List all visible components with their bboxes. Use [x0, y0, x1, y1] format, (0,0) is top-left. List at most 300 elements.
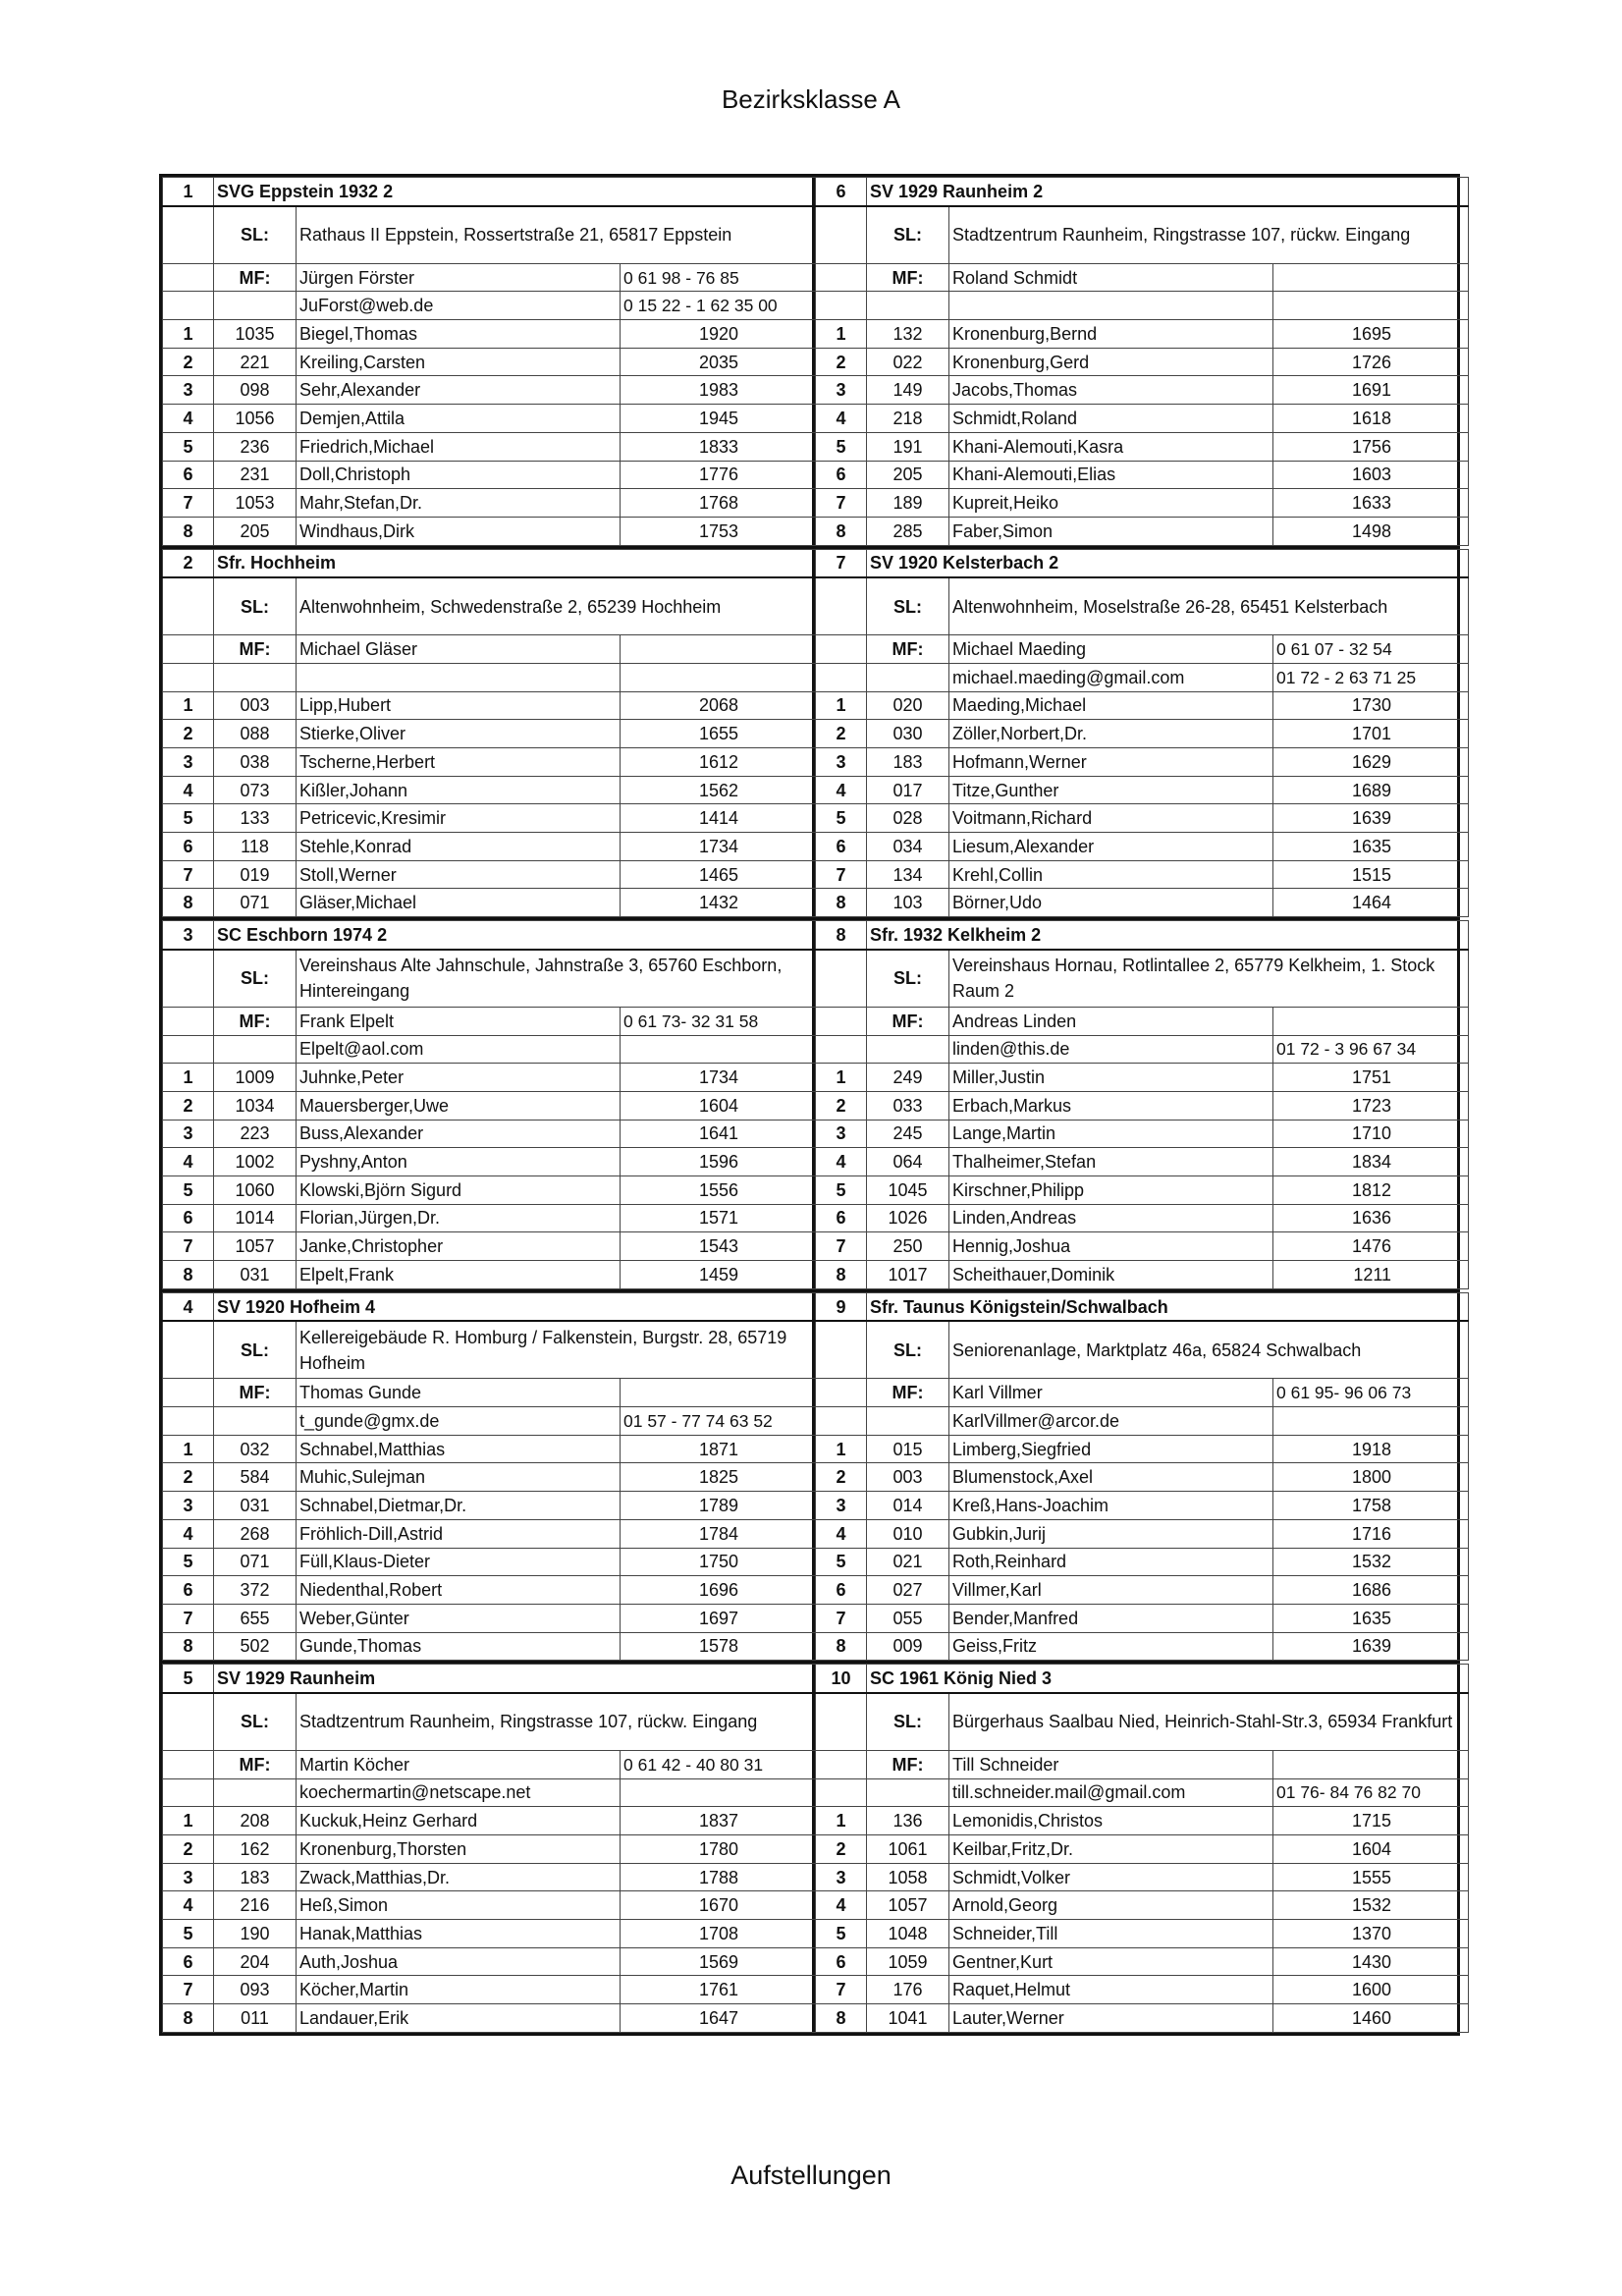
- mf-phone-secondary: [621, 1778, 816, 1807]
- blank-cell: [867, 1407, 949, 1436]
- board-number: 2: [816, 1835, 867, 1864]
- board-number: 4: [163, 1148, 214, 1176]
- player-rating: 1635: [1273, 833, 1469, 861]
- player-name: Doll,Christoph: [297, 461, 621, 489]
- player-row: [163, 1204, 816, 1232]
- board-number: 1: [816, 1064, 867, 1092]
- player-rating: 1696: [621, 1576, 816, 1605]
- mf-phone-secondary: [621, 663, 816, 691]
- player-id: 103: [867, 889, 949, 917]
- mf-phone: [1273, 263, 1469, 292]
- player-row: [816, 405, 1469, 433]
- team-table: [162, 1664, 816, 2033]
- player-name: Raquet,Helmut: [949, 1976, 1273, 2004]
- player-row: [816, 1463, 1469, 1492]
- mf-email: Elpelt@aol.com: [297, 1035, 621, 1064]
- player-name: Schmidt,Roland: [949, 405, 1273, 433]
- player-rating: 1465: [621, 860, 816, 889]
- player-id: 162: [214, 1835, 297, 1864]
- player-name: Demjen,Attila: [297, 405, 621, 433]
- sl-venue: Stadtzentrum Raunheim, Ringstrasse 107, rückw. Eingang: [297, 1693, 816, 1751]
- player-row: [816, 320, 1469, 349]
- player-rating: 1633: [1273, 489, 1469, 518]
- player-row: [163, 1463, 816, 1492]
- board-number: 7: [816, 860, 867, 889]
- player-name: Mahr,Stefan,Dr.: [297, 489, 621, 518]
- player-row: [816, 348, 1469, 376]
- team-table: [162, 177, 816, 546]
- player-row: [816, 860, 1469, 889]
- player-row: [163, 1548, 816, 1576]
- blank-cell: [163, 1693, 214, 1751]
- player-row: [816, 432, 1469, 461]
- board-number: 8: [816, 889, 867, 917]
- mf-email: t_gunde@gmx.de: [297, 1407, 621, 1436]
- player-id: 190: [214, 1920, 297, 1948]
- board-number: 5: [163, 1548, 214, 1576]
- board-number: 8: [816, 517, 867, 545]
- player-id: 064: [867, 1148, 949, 1176]
- blank-cell: [867, 1035, 949, 1064]
- player-row: [163, 1835, 816, 1864]
- player-rating: 1603: [1273, 461, 1469, 489]
- team-name: SC Eschborn 1974 2: [214, 921, 816, 950]
- player-name: Kronenburg,Thorsten: [297, 1835, 621, 1864]
- blank-cell: [214, 663, 297, 691]
- player-id: 003: [867, 1463, 949, 1492]
- player-id: 191: [867, 432, 949, 461]
- board-number: 1: [816, 1807, 867, 1835]
- team-row: [159, 917, 1460, 1289]
- player-rating: 1825: [621, 1463, 816, 1492]
- player-row: [816, 1947, 1469, 1976]
- player-name: Voitmann,Richard: [949, 804, 1273, 833]
- player-id: 204: [214, 1947, 297, 1976]
- board-number: 4: [163, 776, 214, 804]
- player-name: Roth,Reinhard: [949, 1548, 1273, 1576]
- player-row: [163, 1492, 816, 1520]
- board-number: 5: [816, 1548, 867, 1576]
- blank-cell: [816, 206, 867, 264]
- player-name: Köcher,Martin: [297, 1976, 621, 2004]
- player-row: [163, 1604, 816, 1632]
- sl-label: SL:: [867, 577, 949, 635]
- board-number: 4: [816, 776, 867, 804]
- blank-cell: [214, 1778, 297, 1807]
- player-rating: 1476: [1273, 1232, 1469, 1261]
- player-rating: 1670: [621, 1891, 816, 1920]
- player-id: 098: [214, 376, 297, 405]
- player-name: Blumenstock,Axel: [949, 1463, 1273, 1492]
- player-id: 189: [867, 489, 949, 518]
- player-row: [163, 1064, 816, 1092]
- player-id: 183: [214, 1863, 297, 1891]
- player-rating: 1734: [621, 1064, 816, 1092]
- player-name: Niedenthal,Robert: [297, 1576, 621, 1605]
- sl-venue: Seniorenanlage, Marktplatz 46a, 65824 Schwalbach: [949, 1321, 1469, 1379]
- mf-phone: 0 61 42 - 40 80 31: [621, 1750, 816, 1778]
- team-row: [159, 546, 1460, 918]
- team-block: [162, 920, 815, 1289]
- player-name: Scheithauer,Dominik: [949, 1261, 1273, 1289]
- board-number: 1: [816, 691, 867, 720]
- board-number: 2: [816, 348, 867, 376]
- player-rating: 1701: [1273, 720, 1469, 748]
- player-rating: 1459: [621, 1261, 816, 1289]
- player-id: 655: [214, 1604, 297, 1632]
- team-block: [815, 549, 1468, 918]
- player-name: Titze,Gunther: [949, 776, 1273, 804]
- player-name: Sehr,Alexander: [297, 376, 621, 405]
- blank-cell: [816, 1379, 867, 1407]
- player-id: 245: [867, 1120, 949, 1148]
- board-number: 8: [163, 2004, 214, 2033]
- team-number: 5: [163, 1665, 214, 1693]
- player-row: [163, 1261, 816, 1289]
- player-rating: 1776: [621, 461, 816, 489]
- player-id: 031: [214, 1492, 297, 1520]
- sl-label: SL:: [214, 1693, 297, 1751]
- mf-label: MF:: [214, 1750, 297, 1778]
- player-name: Kronenburg,Bernd: [949, 320, 1273, 349]
- board-number: 7: [816, 1604, 867, 1632]
- board-number: 3: [816, 376, 867, 405]
- player-row: [163, 1920, 816, 1948]
- player-row: [163, 833, 816, 861]
- player-rating: 1569: [621, 1947, 816, 1976]
- sl-venue: Rathaus II Eppstein, Rossertstraße 21, 65817 Eppstein: [297, 206, 816, 264]
- player-name: Schmidt,Volker: [949, 1863, 1273, 1891]
- player-row: [816, 720, 1469, 748]
- player-row: [163, 889, 816, 917]
- player-rating: 1604: [1273, 1835, 1469, 1864]
- board-number: 6: [163, 1204, 214, 1232]
- blank-cell: [816, 263, 867, 292]
- blank-cell: [816, 1035, 867, 1064]
- board-number: 5: [163, 432, 214, 461]
- player-id: 176: [867, 1976, 949, 2004]
- player-rating: 1639: [1273, 804, 1469, 833]
- board-number: 7: [163, 1232, 214, 1261]
- board-number: 6: [163, 833, 214, 861]
- player-rating: 1604: [621, 1091, 816, 1120]
- player-id: 136: [867, 1807, 949, 1835]
- team-number: 2: [163, 549, 214, 577]
- player-id: 1009: [214, 1064, 297, 1092]
- team-table: [815, 920, 1469, 1289]
- player-name: Hofmann,Werner: [949, 748, 1273, 777]
- blank-cell: [816, 635, 867, 664]
- player-id: 034: [867, 833, 949, 861]
- player-rating: 1715: [1273, 1807, 1469, 1835]
- player-id: 015: [867, 1435, 949, 1463]
- blank-cell: [163, 1750, 214, 1778]
- player-id: 134: [867, 860, 949, 889]
- team-row: [159, 1289, 1460, 1662]
- player-row: [816, 1548, 1469, 1576]
- board-number: 3: [163, 1863, 214, 1891]
- player-row: [816, 1148, 1469, 1176]
- mf-phone-secondary: 0 15 22 - 1 62 35 00: [621, 292, 816, 320]
- player-id: 249: [867, 1064, 949, 1092]
- mf-email: linden@this.de: [949, 1035, 1273, 1064]
- board-number: 3: [816, 748, 867, 777]
- player-name: Erbach,Markus: [949, 1091, 1273, 1120]
- player-id: 1058: [867, 1863, 949, 1891]
- player-row: [163, 1148, 816, 1176]
- player-rating: 1618: [1273, 405, 1469, 433]
- player-row: [816, 889, 1469, 917]
- player-rating: 1726: [1273, 348, 1469, 376]
- player-row: [816, 1807, 1469, 1835]
- player-id: 1057: [867, 1891, 949, 1920]
- player-row: [163, 2004, 816, 2033]
- mf-email: JuForst@web.de: [297, 292, 621, 320]
- mf-phone-secondary: 01 72 - 3 96 67 34: [1273, 1035, 1469, 1064]
- player-row: [816, 1091, 1469, 1120]
- player-name: Mauersberger,Uwe: [297, 1091, 621, 1120]
- player-rating: 1833: [621, 432, 816, 461]
- player-name: Kupreit,Heiko: [949, 489, 1273, 518]
- board-number: 3: [163, 1492, 214, 1520]
- player-name: Geiss,Fritz: [949, 1632, 1273, 1661]
- player-rating: 1636: [1273, 1204, 1469, 1232]
- sl-label: SL:: [867, 206, 949, 264]
- mf-phone-secondary: 01 76- 84 76 82 70: [1273, 1778, 1469, 1807]
- player-row: [163, 804, 816, 833]
- player-row: [816, 1120, 1469, 1148]
- mf-name: Roland Schmidt: [949, 263, 1273, 292]
- player-name: Zwack,Matthias,Dr.: [297, 1863, 621, 1891]
- player-rating: 1697: [621, 1604, 816, 1632]
- mf-name: Martin Köcher: [297, 1750, 621, 1778]
- player-id: 584: [214, 1463, 297, 1492]
- mf-label: MF:: [867, 263, 949, 292]
- player-rating: 1464: [1273, 889, 1469, 917]
- board-number: 5: [163, 1920, 214, 1948]
- blank-cell: [163, 663, 214, 691]
- mf-phone: 0 61 07 - 32 54: [1273, 635, 1469, 664]
- player-row: [163, 405, 816, 433]
- player-name: Juhnke,Peter: [297, 1064, 621, 1092]
- player-rating: 1751: [1273, 1064, 1469, 1092]
- player-row: [163, 348, 816, 376]
- player-rating: 1532: [1273, 1891, 1469, 1920]
- team-name: Sfr. 1932 Kelkheim 2: [867, 921, 1469, 950]
- player-id: 1048: [867, 1920, 949, 1948]
- player-id: 285: [867, 517, 949, 545]
- blank-cell: [214, 1407, 297, 1436]
- board-number: 7: [163, 1976, 214, 2004]
- board-number: 4: [816, 1891, 867, 1920]
- mf-email: KarlVillmer@arcor.de: [949, 1407, 1273, 1436]
- player-row: [163, 517, 816, 545]
- player-row: [816, 489, 1469, 518]
- player-name: Gentner,Kurt: [949, 1947, 1273, 1976]
- blank-cell: [163, 635, 214, 664]
- player-rating: 1430: [1273, 1947, 1469, 1976]
- player-name: Kirschner,Philipp: [949, 1175, 1273, 1204]
- team-table: [815, 1292, 1469, 1662]
- player-id: 231: [214, 461, 297, 489]
- player-id: 1061: [867, 1835, 949, 1864]
- board-number: 3: [163, 376, 214, 405]
- player-row: [816, 691, 1469, 720]
- team-number: 3: [163, 921, 214, 950]
- player-row: [816, 1261, 1469, 1289]
- player-name: Lemonidis,Christos: [949, 1807, 1273, 1835]
- player-name: Faber,Simon: [949, 517, 1273, 545]
- player-id: 019: [214, 860, 297, 889]
- player-row: [816, 1175, 1469, 1204]
- sl-label: SL:: [214, 206, 297, 264]
- player-name: Schnabel,Matthias: [297, 1435, 621, 1463]
- blank-cell: [163, 1407, 214, 1436]
- player-id: 009: [867, 1632, 949, 1661]
- player-id: 1034: [214, 1091, 297, 1120]
- team-name: SVG Eppstein 1932 2: [214, 178, 816, 206]
- player-rating: 1414: [621, 804, 816, 833]
- player-name: Keilbar,Fritz,Dr.: [949, 1835, 1273, 1864]
- player-rating: 1710: [1273, 1120, 1469, 1148]
- blank-cell: [163, 1007, 214, 1035]
- player-id: 071: [214, 889, 297, 917]
- player-id: 1035: [214, 320, 297, 349]
- player-id: 027: [867, 1576, 949, 1605]
- player-rating: 1983: [621, 376, 816, 405]
- player-id: 1060: [214, 1175, 297, 1204]
- blank-cell: [214, 1035, 297, 1064]
- team-block: [162, 177, 815, 546]
- blank-cell: [163, 1778, 214, 1807]
- blank-cell: [816, 1693, 867, 1751]
- board-number: 4: [816, 1148, 867, 1176]
- board-number: 3: [816, 1492, 867, 1520]
- team-name: SV 1929 Raunheim 2: [867, 178, 1469, 206]
- board-number: 7: [816, 489, 867, 518]
- player-row: [816, 461, 1469, 489]
- player-name: Miller,Justin: [949, 1064, 1273, 1092]
- board-number: 2: [163, 1835, 214, 1864]
- team-number: 4: [163, 1292, 214, 1321]
- mf-label: MF:: [867, 1379, 949, 1407]
- board-number: 6: [816, 1576, 867, 1605]
- team-table: [162, 1292, 816, 1662]
- blank-cell: [163, 1321, 214, 1379]
- team-number: 7: [816, 549, 867, 577]
- player-rating: 1753: [621, 517, 816, 545]
- player-id: 017: [867, 776, 949, 804]
- player-rating: 1498: [1273, 517, 1469, 545]
- team-table: [815, 549, 1469, 918]
- board-number: 5: [816, 432, 867, 461]
- player-row: [816, 1064, 1469, 1092]
- player-row: [163, 1435, 816, 1463]
- blank-cell: [867, 292, 949, 320]
- mf-phone: 0 61 98 - 76 85: [621, 263, 816, 292]
- blank-cell: [163, 1035, 214, 1064]
- player-id: 216: [214, 1891, 297, 1920]
- player-id: 133: [214, 804, 297, 833]
- player-name: Friedrich,Michael: [297, 432, 621, 461]
- team-lineup-grid: [159, 174, 1460, 2036]
- board-number: 2: [163, 1091, 214, 1120]
- player-name: Füll,Klaus-Dieter: [297, 1548, 621, 1576]
- player-id: 236: [214, 432, 297, 461]
- player-row: [163, 1632, 816, 1661]
- player-name: Maeding,Michael: [949, 691, 1273, 720]
- mf-phone: [1273, 1750, 1469, 1778]
- player-name: Gubkin,Jurij: [949, 1519, 1273, 1548]
- player-rating: 1758: [1273, 1492, 1469, 1520]
- player-name: Kronenburg,Gerd: [949, 348, 1273, 376]
- player-name: Fröhlich-Dill,Astrid: [297, 1519, 621, 1548]
- team-block: [815, 920, 1468, 1289]
- player-name: Lauter,Werner: [949, 2004, 1273, 2033]
- board-number: 6: [163, 461, 214, 489]
- board-number: 6: [816, 1204, 867, 1232]
- player-row: [163, 776, 816, 804]
- player-rating: 1837: [621, 1807, 816, 1835]
- sl-venue: Vereinshaus Hornau, Rotlintallee 2, 65779 Kelkheim, 1. Stock Raum 2: [949, 950, 1469, 1008]
- player-rating: 1918: [1273, 1435, 1469, 1463]
- player-row: [816, 1204, 1469, 1232]
- player-name: Schneider,Till: [949, 1920, 1273, 1948]
- player-rating: 1812: [1273, 1175, 1469, 1204]
- mf-name: Michael Maeding: [949, 635, 1273, 664]
- mf-email: [297, 663, 621, 691]
- player-name: Kreiling,Carsten: [297, 348, 621, 376]
- board-number: 8: [816, 2004, 867, 2033]
- board-number: 2: [163, 1463, 214, 1492]
- board-number: 7: [816, 1976, 867, 2004]
- player-id: 021: [867, 1548, 949, 1576]
- mf-phone-secondary: [1273, 1407, 1469, 1436]
- player-id: 003: [214, 691, 297, 720]
- team-name: SV 1929 Raunheim: [214, 1665, 816, 1693]
- player-name: Kuckuk,Heinz Gerhard: [297, 1807, 621, 1835]
- player-id: 022: [867, 348, 949, 376]
- team-name: SV 1920 Kelsterbach 2: [867, 549, 1469, 577]
- player-name: Kreß,Hans-Joachim: [949, 1492, 1273, 1520]
- sl-venue: Bürgerhaus Saalbau Nied, Heinrich-Stahl-Str.3, 65934 Frankfurt: [949, 1693, 1469, 1751]
- board-number: 1: [163, 320, 214, 349]
- player-id: 011: [214, 2004, 297, 2033]
- player-id: 073: [214, 776, 297, 804]
- player-id: 1057: [214, 1232, 297, 1261]
- board-number: 6: [816, 1947, 867, 1976]
- mf-phone-secondary: 01 72 - 2 63 71 25: [1273, 663, 1469, 691]
- player-id: 088: [214, 720, 297, 748]
- board-number: 7: [163, 489, 214, 518]
- blank-cell: [163, 263, 214, 292]
- player-name: Villmer,Karl: [949, 1576, 1273, 1605]
- player-name: Hanak,Matthias: [297, 1920, 621, 1948]
- player-rating: 1629: [1273, 748, 1469, 777]
- player-row: [816, 1920, 1469, 1948]
- player-rating: 1562: [621, 776, 816, 804]
- player-rating: 1460: [1273, 2004, 1469, 2033]
- board-number: 2: [816, 1463, 867, 1492]
- mf-name: Jürgen Förster: [297, 263, 621, 292]
- team-row: [159, 1661, 1460, 2036]
- player-row: [163, 432, 816, 461]
- board-number: 4: [163, 1891, 214, 1920]
- player-rating: 1532: [1273, 1548, 1469, 1576]
- board-number: 1: [163, 1064, 214, 1092]
- board-number: 5: [816, 1175, 867, 1204]
- board-number: 5: [163, 1175, 214, 1204]
